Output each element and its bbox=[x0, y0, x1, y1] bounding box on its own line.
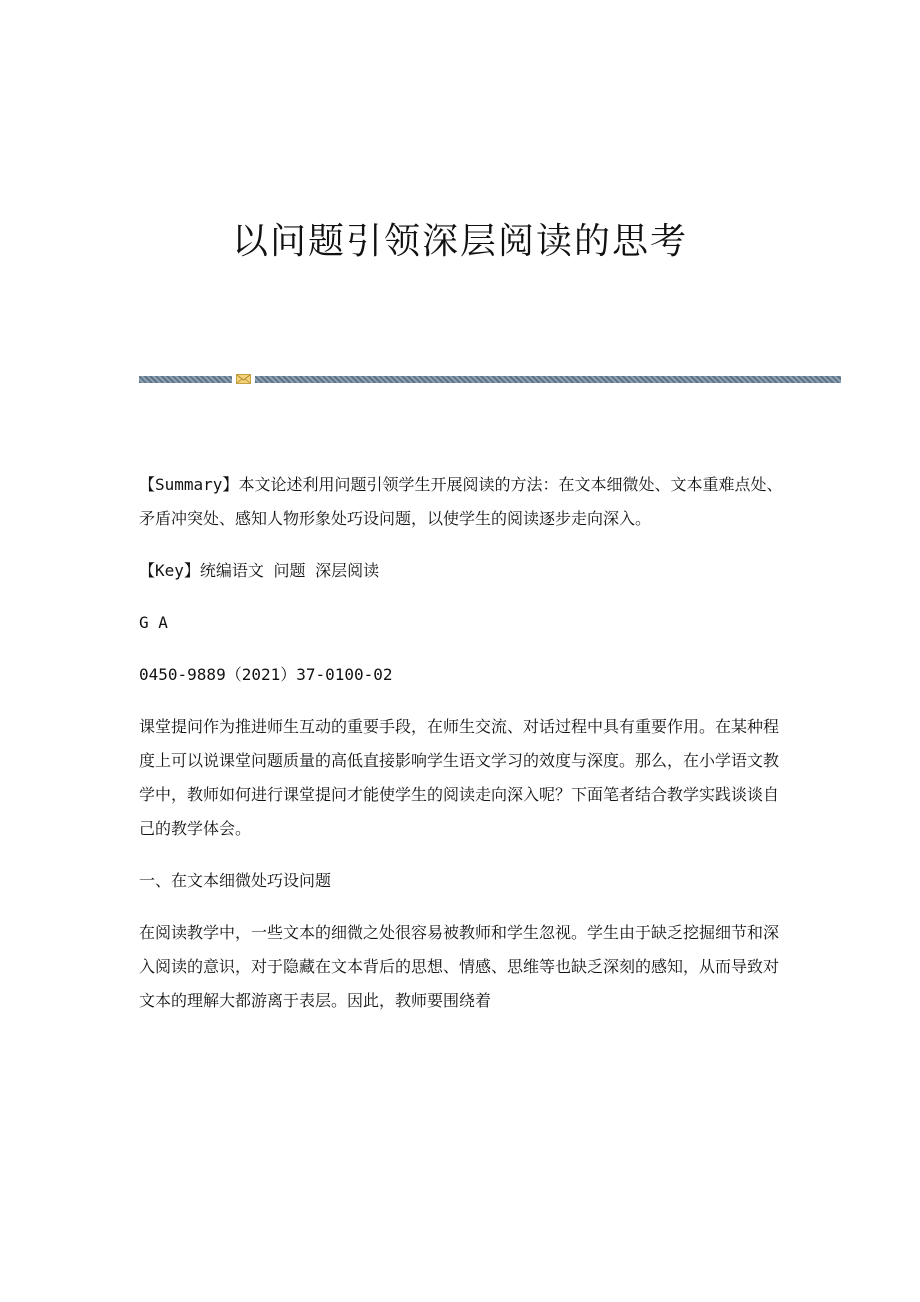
document-body bbox=[139, 468, 789, 1036]
divider-bar-right bbox=[255, 376, 841, 383]
keywords-paragraph bbox=[139, 554, 789, 588]
section-1-heading: 一、在文本细微处巧设问题 bbox=[139, 871, 332, 890]
divider-ornament-icon bbox=[236, 374, 251, 384]
keywords-text: 统编语文 问题 深层阅读 bbox=[199, 561, 380, 580]
summary-text: 本文论述利用问题引领学生开展阅读的方法：在文本细微处、文本重难点处、矛盾冲突处、感知人物形象处巧设问题，以使学生的阅读逐步走向深入。 bbox=[139, 475, 783, 528]
intro-paragraph: 课堂提问作为推进师生互动的重要手段，在师生交流、对话过程中具有重要作用。在某种程度上可以说课堂问题质量的高低直接影响学生语文学习的效度与深度。那么，在小学语文教学中，教师如何进行课堂提问才能使学生的阅读走向深入呢？下面笔者结合教学实践谈谈自己的教学体会。 bbox=[139, 717, 780, 838]
divider-bar-left bbox=[139, 376, 232, 383]
section-1-paragraph: 在阅读教学中，一些文本的细微之处很容易被教师和学生忽视。学生由于缺乏挖掘细节和深入阅读的意识，对于隐藏在文本背后的思想、情感、思维等也缺乏深刻的感知，从而导致对文本的理解大都游离于表层。因此，教师要围绕着 bbox=[139, 923, 780, 1010]
keywords-label: 【Key】 bbox=[139, 561, 200, 580]
document-title: 以问题引领深层阅读的思考 bbox=[231, 221, 688, 262]
title-divider bbox=[139, 374, 841, 384]
classification-number: G A bbox=[139, 613, 168, 632]
article-code: 0450-9889（2021）37-0100-02 bbox=[139, 665, 393, 684]
summary-paragraph bbox=[139, 468, 789, 536]
summary-label: 【Summary】 bbox=[139, 475, 239, 494]
